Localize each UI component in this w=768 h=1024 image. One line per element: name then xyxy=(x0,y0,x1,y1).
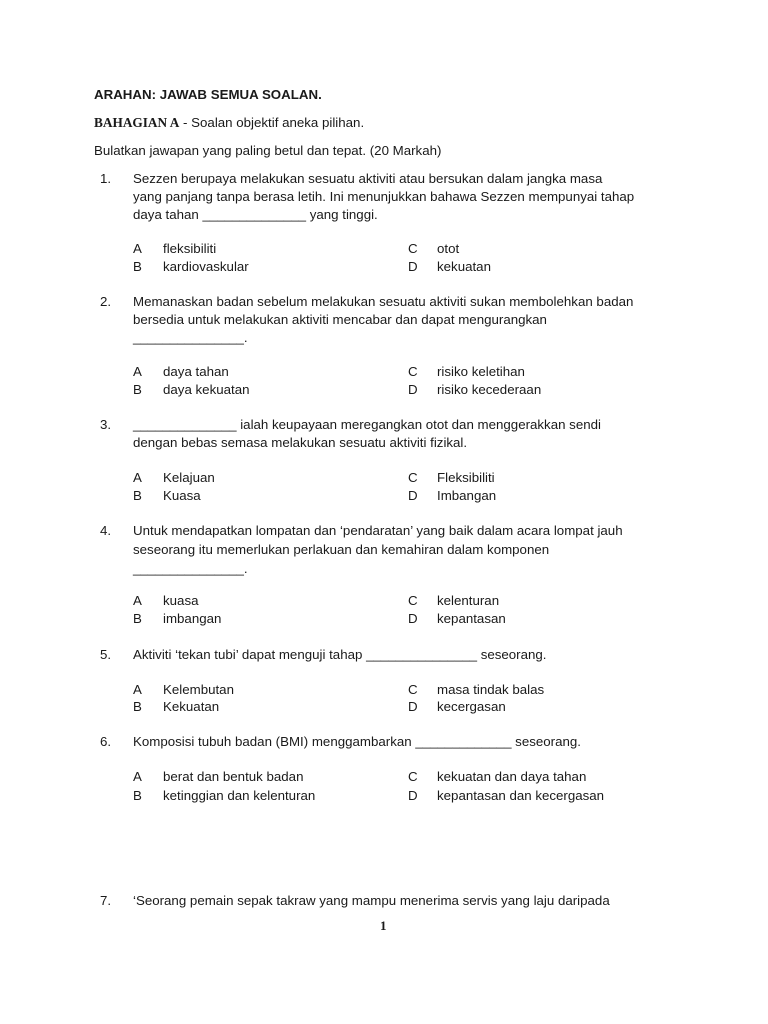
option-letter: B xyxy=(133,488,142,503)
option-text: kepantasan dan kecergasan xyxy=(437,788,605,803)
option-text: otot xyxy=(437,241,460,256)
question-number: 6. xyxy=(100,734,112,749)
option-letter: D xyxy=(408,382,418,397)
option-text: daya kekuatan xyxy=(163,382,250,397)
option-letter: A xyxy=(133,241,142,256)
option-letter: D xyxy=(408,611,418,626)
option-letter: C xyxy=(408,769,418,784)
option-text: kuasa xyxy=(163,593,199,608)
option-text: masa tindak balas xyxy=(437,682,545,697)
section-title xyxy=(94,114,364,132)
option-text: Kelajuan xyxy=(163,470,215,485)
section-label: BAHAGIAN A xyxy=(94,115,180,130)
option-letter: D xyxy=(408,259,418,274)
option-letter: B xyxy=(133,611,142,626)
question-text-line: seseorang itu memerlukan perlakuan dan kemahiran dalam komponen xyxy=(133,542,550,557)
option-text: kepantasan xyxy=(437,611,506,626)
option-letter: A xyxy=(133,364,142,379)
question-number: 4. xyxy=(100,523,112,538)
option-text: berat dan bentuk badan xyxy=(163,769,304,784)
option-text: kekuatan xyxy=(437,259,491,274)
option-text: Imbangan xyxy=(437,488,497,503)
question-number: 2. xyxy=(100,294,112,309)
question-number: 5. xyxy=(100,647,112,662)
question-text-line: yang panjang tanpa berasa letih. Ini menunjukkan bahawa Sezzen mempunyai tahap xyxy=(133,189,635,204)
section-description: - Soalan objektif aneka pilihan. xyxy=(179,115,365,130)
question-text-line: Aktiviti ‘tekan tubi’ dapat menguji tahap _______________ seseorang. xyxy=(133,647,547,662)
option-letter: C xyxy=(408,364,418,379)
option-text: Kuasa xyxy=(163,488,201,503)
question-text-line: _______________. xyxy=(133,561,248,576)
option-text: fleksibiliti xyxy=(163,241,217,256)
question-text-line: dengan bebas semasa melakukan sesuatu aktiviti fizikal. xyxy=(133,435,468,450)
option-letter: B xyxy=(133,382,142,397)
option-text: Fleksibiliti xyxy=(437,470,495,485)
option-letter: A xyxy=(133,470,142,485)
option-letter: D xyxy=(408,699,418,714)
option-letter: A xyxy=(133,769,142,784)
option-text: kecergasan xyxy=(437,699,506,714)
option-text: kelenturan xyxy=(437,593,500,608)
question-text-line: Memanaskan badan sebelum melakukan sesuatu aktiviti sukan membolehkan badan xyxy=(133,294,634,309)
option-text: imbangan xyxy=(163,611,222,626)
option-text: Kelembutan xyxy=(163,682,234,697)
option-letter: A xyxy=(133,593,142,608)
question-text-line: ______________ ialah keupayaan meregangkan otot dan menggerakkan sendi xyxy=(133,417,601,432)
option-text: risiko keletihan xyxy=(437,364,525,379)
option-text: risiko kecederaan xyxy=(437,382,542,397)
option-letter: D xyxy=(408,488,418,503)
question-number: 7. xyxy=(100,893,112,908)
question-text-line: Untuk mendapatkan lompatan dan ‘pendaratan’ yang baik dalam acara lompat jauh xyxy=(133,523,623,538)
page-number: 1 xyxy=(380,918,387,933)
option-letter: C xyxy=(408,470,418,485)
question-text-line: ‘Seorang pemain sepak takraw yang mampu menerima servis yang laju daripada xyxy=(133,893,610,908)
question-number: 1. xyxy=(100,171,112,186)
option-text: Kekuatan xyxy=(163,699,220,714)
option-letter: C xyxy=(408,682,418,697)
question-text-line: Komposisi tubuh badan (BMI) menggambarkan _____________ seseorang. xyxy=(133,734,581,749)
question-number: 3. xyxy=(100,417,112,432)
question-text-line: Sezzen berupaya melakukan sesuatu aktiviti atau bersukan dalam jangka masa xyxy=(133,171,603,186)
instruction-heading: ARAHAN: JAWAB SEMUA SOALAN. xyxy=(94,87,322,102)
question-text-line: daya tahan ______________ yang tinggi. xyxy=(133,207,378,222)
option-letter: B xyxy=(133,699,142,714)
option-letter: D xyxy=(408,788,418,803)
question-text-line: bersedia untuk melakukan aktiviti mencabar dan dapat mengurangkan xyxy=(133,312,547,327)
option-text: daya tahan xyxy=(163,364,229,379)
option-text: kardiovaskular xyxy=(163,259,249,274)
option-letter: C xyxy=(408,241,418,256)
option-letter: B xyxy=(133,259,142,274)
option-text: kekuatan dan daya tahan xyxy=(437,769,587,784)
question-text-line: _______________. xyxy=(133,330,248,345)
option-letter: A xyxy=(133,682,142,697)
option-letter: C xyxy=(408,593,418,608)
option-text: ketinggian dan kelenturan xyxy=(163,788,316,803)
option-letter: B xyxy=(133,788,142,803)
sub-instruction: Bulatkan jawapan yang paling betul dan tepat. (20 Markah) xyxy=(94,143,442,158)
